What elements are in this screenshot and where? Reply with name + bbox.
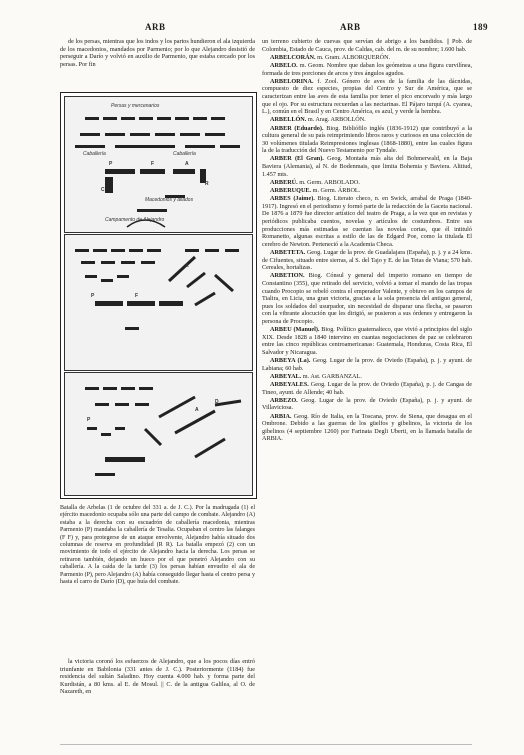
entry-term: ARBERUQUE. <box>270 187 312 195</box>
figure-caption: Batalla de Arbelas (1 de octubre del 331 a. de J. C.). Por la madrugada (1) el ejército macedonio ocupaba sólo una parte del campo de combate. Alejandro (A) estaba a la derecha con su escuadrón de caballería macedonia, mientras Parmenio (P) mandaba la caballería de Tesalia. Ocupaban el centro las falanges (F F) y, para protegerse de un ataque envolvente, Alejandro había situado dos columnas de reserva en profundidad (R R). La batalla empezó (2) con un movimiento de todo el ejército de Alejandro hacia la derecha. Los persas se retiraron también, dejando un hueco por el que penetró Alejandro con su caballería. A la caída de la tarde (3) los persas habían envuelto el ala de Parmenio (P), pero Alejandro (A) había conseguido llegar hasta el centro persa y hasta el carro de Darío (D), que huía del combate. <box>60 505 255 586</box>
entry-term: ARBELORINA. <box>270 77 314 85</box>
panel-1-letter-f: F <box>151 161 155 167</box>
entry-text: Biog. Bibliófilo inglés (1836-1912) que contribuyó a la cultura general de su país reimprimiendo libros raros y curiosos en una colección de 30 volúmenes titulada Reimpresiones inglesas (1868-1880), entre las cuales figura la de la traducción del Nuevo Testamento por Tyndale. <box>262 124 473 155</box>
header-mid-word: ARB <box>340 22 361 32</box>
panel-1-label-cavalry-left: Caballería <box>83 151 106 157</box>
entry-text: un terreno cubierto de cuevas que servían de abrigo a los bandidos. || Pob. de Colombia, Estado de Cauca, prov. de Caldas, cab. del m. de su nombre; 1.600 hab. <box>262 38 472 53</box>
entry-arbia <box>262 413 472 443</box>
panel-2-letter-f: F <box>135 293 139 299</box>
entry-arbeyales <box>262 381 472 396</box>
entry-text: Geog. Lugar de la prov. de Oviedo (España), p. j. y ayunt. de Villaviciosa. <box>262 396 473 412</box>
entry-arbes <box>262 195 472 248</box>
entry-text: m. Gram. ALBORQUERÓN. <box>317 53 391 61</box>
entry-arber-el-gran <box>262 155 472 178</box>
entry-text: Biog. Político guatemalteco, que vivió a principios del siglo XIX. Desde 1828 a 1840 intervino en cuantas negociaciones de paz se celebraron entre las cinco repúblicas centroamericanas: Guatemala, Honduras, Costa Rica, El Salvador y Nicaragua. <box>262 326 472 356</box>
entry-text: Geog. Lugar de la prov. de Guadalajara (España), p. j. y a 24 kms. de Cifuentes, situado entre sierras, al S. del Tajo y E. de las Tetas de Viana; 570 hab. Cereales, hortalizas. <box>262 248 473 272</box>
panel-3-letter-a: A <box>195 407 199 413</box>
entry-continuation <box>262 38 472 53</box>
entry-arbeu <box>262 326 472 356</box>
panel-1-label-camp: Campamento de Alejandro <box>105 217 165 223</box>
panel-2-letter-a: A <box>185 263 189 269</box>
page-number: 189 <box>473 22 488 32</box>
entry-term: ARBEYA (La). <box>270 357 311 365</box>
entry-term: ARBEYAL. <box>270 372 302 380</box>
entry-arberu <box>262 179 472 187</box>
entry-term: ARBER (Eduardo). <box>270 124 324 132</box>
entry-arbeteta <box>262 249 472 272</box>
entry-text: f. Zool. Género de aves de la familia de las dácnidas, compuesto de diez especies, propias del Centro y Sur de América, que se caracterizan entre las aves de esta familia por tener el pico encorvado y más largo que el ojo. Por su estructura recuerdan a las nectarinas. El Pájaro turquí (A. cyanea, L.), común en el Brasil y en Centro América, es azul, y verde la hembra. <box>262 77 473 116</box>
entry-arbellon <box>262 116 472 124</box>
entry-text: m. Geom. Nombre que daban los geómetras a una figura curvilínea, formada de tres porciones de arcos y tres ángulos agudos. <box>262 61 472 77</box>
entry-arbetion <box>262 272 472 325</box>
entry-arbelcoran <box>262 54 472 62</box>
panel-1-title: Persas y mercenarios <box>111 103 160 109</box>
panel-3-diagram <box>65 373 252 495</box>
entry-term: ARBELO. <box>270 61 298 69</box>
figure-panel-3 <box>64 372 253 496</box>
header-left-word: ARB <box>145 22 166 32</box>
page-header <box>60 22 488 36</box>
panel-1-diagram <box>65 97 252 232</box>
panel-1-letter-r: R <box>205 181 209 187</box>
right-column <box>262 38 472 444</box>
entry-term: ARBELCORÁN. <box>270 53 316 61</box>
entry-term: ARBEU (Manuel). <box>270 326 320 334</box>
entry-text: m. Ast. GARBANZAL. <box>302 372 362 380</box>
entry-term: ARBERÚ. <box>270 178 298 186</box>
panel-1-letter-c: C <box>101 187 105 193</box>
entry-text: Geog. Río de Italia, en la Toscana, prov. de Siena, que desagua en el Ombrone. Debido a las guerras de los güelfos y gibelinos, la victoria de los gibelinos (4 septiembre 1260) por Farinata Degli Uberti, en la llamada batalla de ARBIA. <box>262 412 473 443</box>
entry-arberuque <box>262 187 472 195</box>
panel-1-label-macedonians: Macedonios y aliados <box>145 197 194 203</box>
left-column-bottom <box>60 658 255 697</box>
entry-text: Geog. Lugar de la prov. de Oviedo (España), p. j. y ayunt. de Labiana; 60 hab. <box>262 357 473 372</box>
panel-1-label-cavalry-right: Caballería <box>173 151 196 157</box>
entry-text: Geog. Montaña más alta del Bohmerwald, en la Baja Baviera (Alemania), al N. de Bodenmais, que limita Bohemia y Baviera. Altitud, 1.457 mts. <box>262 155 472 178</box>
entry-term: ARBELLÓN. <box>270 116 307 124</box>
entry-arbelo <box>262 62 472 77</box>
figure-panel-2 <box>64 234 253 371</box>
entry-arbeya <box>262 357 472 372</box>
entry-term: ARBIA. <box>270 412 292 420</box>
figure-panel-1 <box>64 96 253 233</box>
entry-term: ARBER (El Gran). <box>270 155 324 163</box>
entry-arber-eduardo <box>262 125 472 155</box>
entry-term: ARBES (Jaime). <box>270 195 315 203</box>
entry-text: Biog. Literato checo, n. en Swick, arrabal de Praga (1840-1917). Ingresó en el periodismo y formó parte de la redacción de la Gaceta nacional. De 1876 a 1879 fue director artístico del teatro de Praga, a la vez que en revistas y periódicos publicaba cuentos, novelas y artículos de costumbres. Entre sus producciones más estimadas se cuentan las novelas cortas, que él intituló Romanetto, algunas escritas a estilo de las de Edgard Poe, como la titulada El cerebro de Newton. Perteneció a la Academia Checa. <box>262 195 473 248</box>
panel-1-letter-p: P <box>109 161 113 167</box>
panel-3-letter-p: P <box>87 417 91 423</box>
entry-text: Geog. Lugar de la prov. de Oviedo (España), p. j. de Cangas de Tineo, ayunt. de Allende; 40 hab. <box>262 381 472 396</box>
panel-2-letter-p: P <box>91 293 95 299</box>
panel-3-letter-d: D <box>215 399 219 405</box>
entry-arbeyal <box>262 373 472 381</box>
entry-term: ARBEYALES. <box>270 381 309 389</box>
entry-arbelorina <box>262 78 472 116</box>
footer-rule <box>60 744 472 745</box>
entry-text: m. Germ. ÁRBOL. <box>312 187 361 195</box>
left-column-top <box>60 38 255 69</box>
panel-1-letter-a: A <box>185 161 189 167</box>
entry-text: m. Arag. ARBOLLÓN. <box>307 116 366 124</box>
entry-term: ARBEZO. <box>270 396 298 404</box>
left-bottom-paragraph: la victoria coronó los esfuerzos de Alejandro, que a los pocos días entró triunfante en Babilonia (331 antes de J. C.). Posteriormente (1184) fue residencia del sultán Saladino. Hoy cuenta 4.000 hab. y forma parte del Kurdistán, a 80 kms. al E. de Mosul. || C. de la antigua Galilea, al O. de Nazareth, en <box>60 658 255 696</box>
battle-figure <box>60 92 257 499</box>
entry-text: Biog. Cónsul y general del imperio romano en tiempo de Constantino (355), que retirado del servicio, volvió a tomar el mando de las tropas cuando Procopio se rebeló contra el emperador Valente, y obtuvo en los campos de Tialira, en Licia, una gran victoria, gracias a la sola presencia del antiguo general, pues los soldados del usurpador, sin necesidad de disparar una flecha, se pasaron con la vibrante alocución que les dirigió, se pusieron a sus órdenes y entregaron la persona de Procopio. <box>262 272 472 325</box>
panel-2-diagram <box>65 235 252 370</box>
left-top-paragraph: de los persas, mientras que los indos y los partos hundieron el ala izquierda de los macedonios, mandados por Parmenio; por lo que Alejandro desistió de perseguir a Darío y volvió en auxilio de Parmenio, que estaba cercado por los persas. Por fin <box>60 38 255 68</box>
entry-term: ARBETION. <box>270 272 305 280</box>
entry-arbezo <box>262 397 472 412</box>
entry-text: m. Germ. ARBOLADO. <box>299 178 360 186</box>
entry-term: ARBETETA. <box>270 248 306 256</box>
